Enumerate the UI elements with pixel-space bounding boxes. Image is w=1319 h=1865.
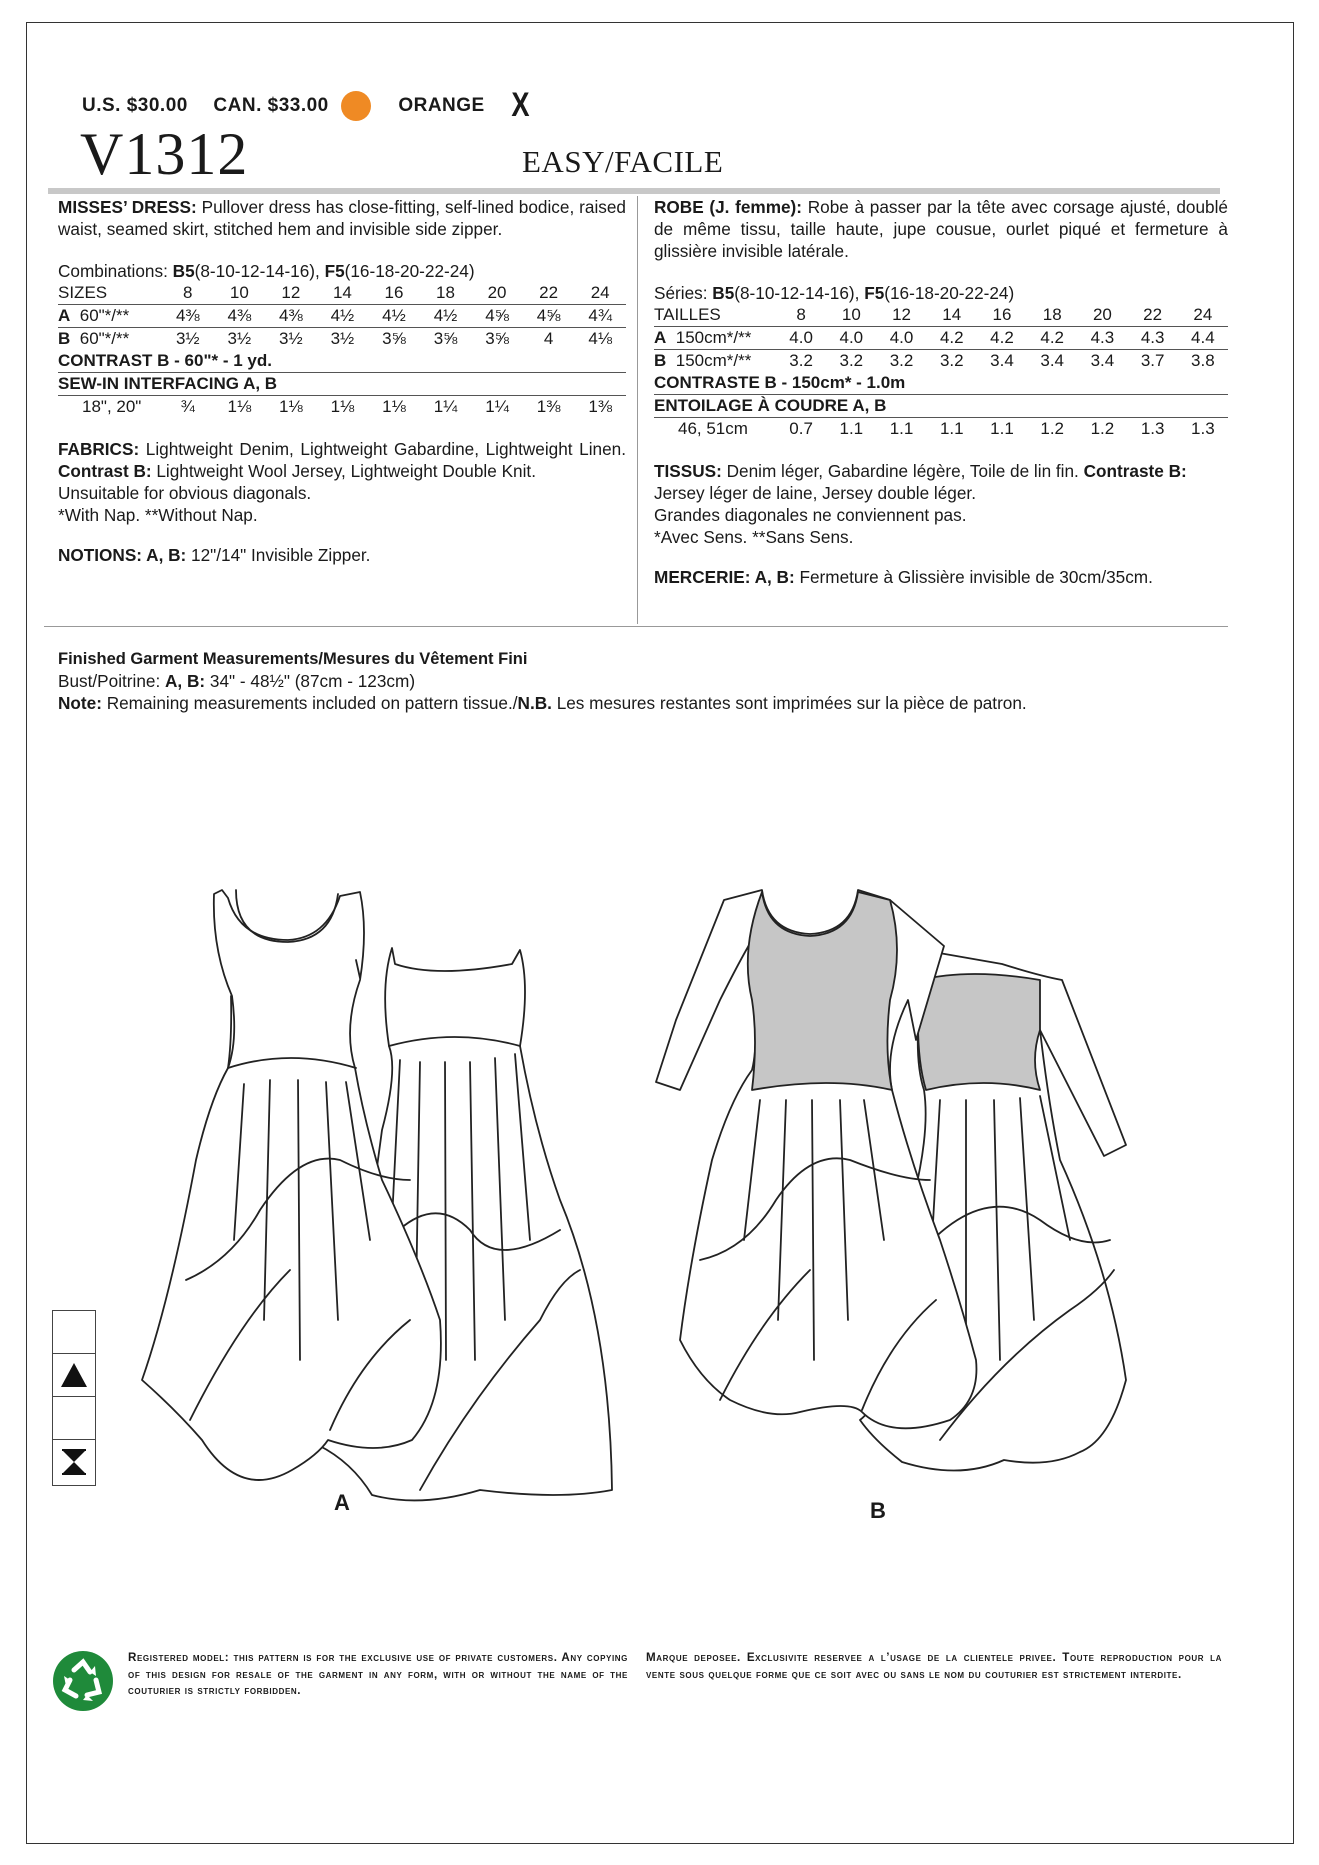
interfacing-values-row: 18", 20" ¾ 1⅛ 1⅛ 1⅛ 1⅛ 1¼ 1¼ 1⅜ 1⅜ <box>82 397 612 416</box>
column-divider <box>637 196 638 624</box>
technical-drawings <box>0 800 1319 1560</box>
view-a-label: A <box>334 1490 350 1515</box>
measurements-title: Finished Garment Measurements/Mesures du Vêtement Fini <box>58 650 528 668</box>
view-b-row: B 60"*/** 3½ 3½ 3½ 3½ 3⅝ 3⅝ 3⅝ 4 4⅛ <box>58 329 612 348</box>
yardage-table <box>58 282 626 418</box>
interfacing-values-row-fr: 46, 51cm 0.7 1.1 1.1 1.1 1.1 1.2 1.2 1.3 1.3 <box>678 419 1215 438</box>
notions: NOTIONS: A, B: 12"/14" Invisible Zipper. <box>58 545 371 565</box>
price-can: CAN. $33.00 <box>213 94 329 116</box>
english-column <box>58 196 626 566</box>
view-b-row-fr: B 150cm*/** 3.2 3.2 3.2 3.2 3.4 3.4 3.4 3.7 3.8 <box>654 351 1215 370</box>
interfacing-row: SEW-IN INTERFACING A, B <box>58 373 626 396</box>
unsuitable-note: Unsuitable for obvious diagonals. <box>58 483 312 503</box>
blank-marking-cell-2 <box>53 1397 95 1440</box>
sizes-row: SIZES 8 10 12 14 16 18 20 22 24 <box>58 282 626 305</box>
view-a-row-fr: A 150cm*/** 4.0 4.0 4.0 4.2 4.2 4.2 4.3 4.3 4.4 <box>654 327 1228 350</box>
price-us: U.S. $30.00 <box>82 94 188 116</box>
contrast-row: CONTRAST B - 60"* - 1 yd. <box>58 350 626 373</box>
interfacing-row-fr: ENTOILAGE À COUDRE A, B <box>654 395 1228 418</box>
pattern-markings-box <box>52 1310 96 1486</box>
french-column <box>654 196 1228 588</box>
notions-fr: MERCERIE: A, B: Fermeture à Glissière invisible de 30cm/35cm. <box>654 567 1153 587</box>
combinations: Combinations: B5(8-10-12-14-16), F5(16-18-20-22-24) <box>58 261 475 281</box>
garment-measurements <box>58 648 1258 714</box>
sizes-row-fr: TAILLES 8 10 12 14 16 18 20 22 24 <box>654 304 1228 327</box>
x-mark: X <box>510 86 530 124</box>
color-name: ORANGE <box>398 94 485 116</box>
description-fr: ROBE (J. femme): Robe à passer par la tête avec corsage ajusté, doublé de même tissu, taille haute, jupe cousue, ourlet piqué et fermeture à glissière invisible latérale. <box>654 197 1228 261</box>
fabrics: FABRICS: Lightweight Denim, Lightweight Gabardine, Lightweight Linen. Contrast B: Lightweight Wool Jersey, Lightweight Double Knit. <box>58 439 626 481</box>
contrast-row-fr: CONTRASTE B - 150cm* - 1.0m <box>654 372 1228 395</box>
yardage-table-fr <box>654 304 1228 440</box>
section-divider <box>44 626 1228 627</box>
price-row <box>82 86 532 125</box>
pattern-number: V1312 <box>80 121 249 187</box>
view-a-row: A 60"*/** 4⅜ 4⅜ 4⅜ 4½ 4½ 4½ 4⅝ 4⅝ 4¾ <box>58 305 626 328</box>
triangle-icon <box>53 1354 95 1397</box>
color-dot-icon <box>341 91 371 121</box>
nap-note-fr: *Avec Sens. **Sans Sens. <box>654 527 854 547</box>
nap-note: *With Nap. **Without Nap. <box>58 505 258 525</box>
fabrics-fr: TISSUS: Denim léger, Gabardine légère, Toile de lin fin. Contraste B: Jersey léger de laine, Jersey double léger. <box>654 461 1187 503</box>
unsuitable-note-fr: Grandes diagonales ne conviennent pas. <box>654 505 967 525</box>
blank-marking-cell <box>53 1311 95 1354</box>
combinations-fr: Séries: B5(8-10-12-14-16), F5(16-18-20-22-24) <box>654 283 1015 303</box>
header-rule <box>48 188 1220 194</box>
description: MISSES’ DRESS: Pullover dress has close-fitting, self-lined bodice, raised waist, seamed skirt, stitched hem and invisible side zipper. <box>58 197 626 239</box>
measurement-note: Note: Remaining measurements included on pattern tissue./N.B. Les mesures restantes sont imprimées sur la pièce de patron. <box>58 693 1027 713</box>
legal-notice-fr: Marque deposee. Exclusivite reservee a l’usage de la clientele privee. Toute reproduction pour la vente sous quelque forme que ce soit avec ou sans le nom du couturier est strictement interdite. <box>646 1651 1222 1681</box>
difficulty-label: EASY/FACILE <box>522 144 724 179</box>
legal-notice-en: Registered model: this pattern is for the exclusive use of private customers. Any copying of this design for resale of the garment in any form, with or without the name of the couturier is strictly forbidden. <box>128 1651 628 1697</box>
bust-measurement: Bust/Poitrine: A, B: 34" - 48½" (87cm - 123cm) <box>58 671 416 691</box>
view-b-label: B <box>870 1498 886 1523</box>
recycle-icon <box>52 1650 114 1712</box>
hourglass-icon <box>53 1440 95 1483</box>
